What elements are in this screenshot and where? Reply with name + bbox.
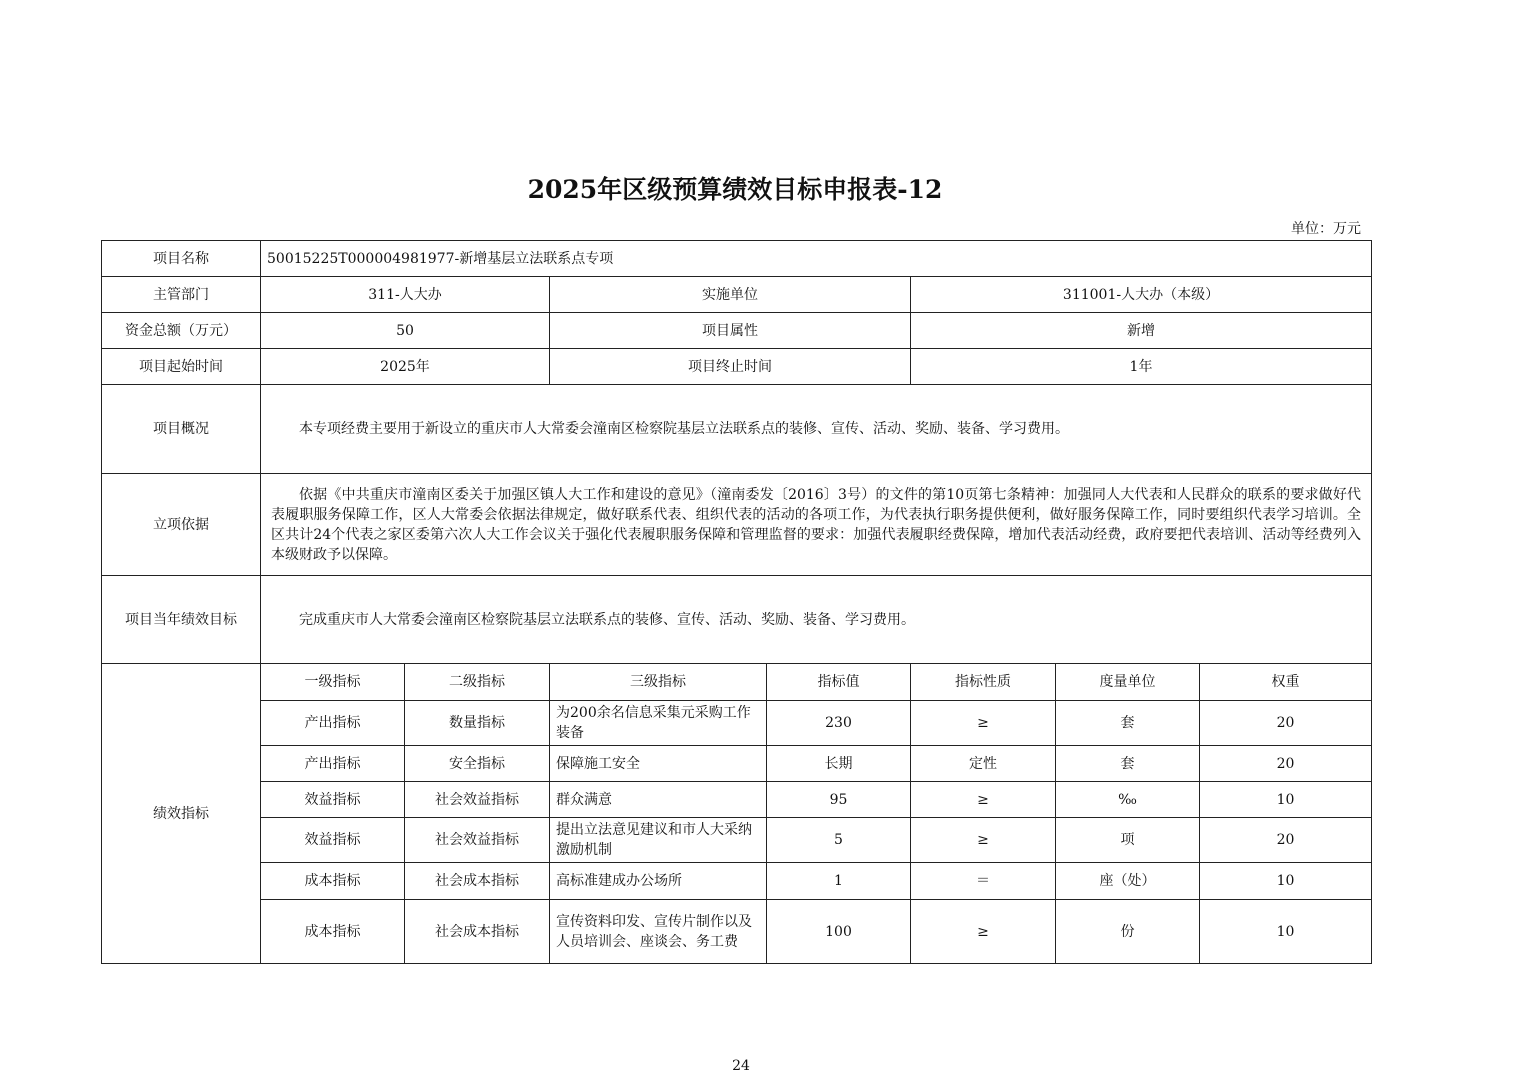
project-name-value: 50015225T000004981977-新增基层立法联系点专项 (261, 241, 1372, 277)
indicator-unit: ‰ (1056, 782, 1200, 818)
indicator-level3: 为200余名信息采集元采购工作装备 (550, 701, 767, 746)
indicator-level3: 保障施工安全 (550, 746, 767, 782)
indicator-nature: ≥ (911, 900, 1056, 964)
annual-goal-value: 完成重庆市人大常委会潼南区检察院基层立法联系点的装修、宣传、活动、奖励、装备、学习费用。 (261, 576, 1372, 664)
project-name-label: 项目名称 (102, 241, 261, 277)
header-level1: 一级指标 (261, 664, 405, 701)
indicator-row (102, 782, 1372, 818)
indicator-level2: 社会成本指标 (405, 863, 550, 900)
page-title: 2025年区级预算绩效目标申报表-12 (527, 175, 943, 204)
indicator-weight: 10 (1200, 900, 1372, 964)
header-weight: 权重 (1200, 664, 1372, 701)
department-label: 主管部门 (102, 277, 261, 313)
project-name-row (102, 241, 1372, 277)
indicator-level3: 宣传资料印发、宣传片制作以及人员培训会、座谈会、务工费 (550, 900, 767, 964)
indicator-level3: 群众满意 (550, 782, 767, 818)
total-funds-value: 50 (261, 313, 550, 349)
indicator-value: 230 (767, 701, 911, 746)
indicator-nature: ≥ (911, 818, 1056, 863)
indicator-weight: 10 (1200, 782, 1372, 818)
basis-row (102, 474, 1372, 576)
start-time-value: 2025年 (261, 349, 550, 385)
end-time-value: 1年 (911, 349, 1372, 385)
indicator-nature: ≥ (911, 782, 1056, 818)
indicator-unit: 项 (1056, 818, 1200, 863)
indicator-value: 5 (767, 818, 911, 863)
page-number: 24 (732, 1058, 750, 1074)
indicator-row (102, 746, 1372, 782)
header-level3: 三级指标 (550, 664, 767, 701)
implementing-unit-label: 实施单位 (550, 277, 911, 313)
indicator-level2: 社会成本指标 (405, 900, 550, 964)
indicator-unit: 座（处） (1056, 863, 1200, 900)
indicator-level1: 成本指标 (261, 900, 405, 964)
basis-label: 立项依据 (102, 474, 261, 576)
indicator-level1: 效益指标 (261, 782, 405, 818)
indicator-weight: 20 (1200, 701, 1372, 746)
indicator-value: 100 (767, 900, 911, 964)
indicator-row (102, 863, 1372, 900)
funds-row (102, 313, 1372, 349)
unit-label: 单位：万元 (1291, 221, 1361, 237)
project-attribute-label: 项目属性 (550, 313, 911, 349)
header-level2: 二级指标 (405, 664, 550, 701)
end-time-label: 项目终止时间 (550, 349, 911, 385)
annual-goal-label: 项目当年绩效目标 (102, 576, 261, 664)
indicator-nature: ＝ (911, 863, 1056, 900)
budget-performance-table (101, 240, 1372, 964)
header-nature: 指标性质 (911, 664, 1056, 701)
project-attribute-value: 新增 (911, 313, 1372, 349)
indicator-level1: 效益指标 (261, 818, 405, 863)
indicator-weight: 10 (1200, 863, 1372, 900)
indicator-unit: 套 (1056, 701, 1200, 746)
implementing-unit-value: 311001-人大办（本级） (911, 277, 1372, 313)
indicator-level1: 成本指标 (261, 863, 405, 900)
overview-row (102, 385, 1372, 474)
header-value: 指标值 (767, 664, 911, 701)
department-row (102, 277, 1372, 313)
indicator-header-row (102, 664, 1372, 701)
indicator-value: 1 (767, 863, 911, 900)
indicator-unit: 份 (1056, 900, 1200, 964)
indicator-row (102, 900, 1372, 964)
overview-value: 本专项经费主要用于新设立的重庆市人大常委会潼南区检察院基层立法联系点的装修、宣传、活动、奖励、装备、学习费用。 (261, 385, 1372, 474)
indicator-value: 95 (767, 782, 911, 818)
department-value: 311-人大办 (261, 277, 550, 313)
total-funds-label: 资金总额（万元） (102, 313, 261, 349)
indicator-weight: 20 (1200, 746, 1372, 782)
indicator-unit: 套 (1056, 746, 1200, 782)
indicator-level2: 社会效益指标 (405, 782, 550, 818)
indicator-weight: 20 (1200, 818, 1372, 863)
time-row (102, 349, 1372, 385)
indicator-level2: 安全指标 (405, 746, 550, 782)
indicator-level1: 产出指标 (261, 701, 405, 746)
indicator-level3: 提出立法意见建议和市人大采纳激励机制 (550, 818, 767, 863)
basis-value: 依据《中共重庆市潼南区委关于加强区镇人大工作和建设的意见》（潼南委发〔2016〕3号）的文件的第10页第七条精神：加强同人大代表和人民群众的联系的要求做好代表履职服务保障工作，区人大常委会依据法律规定，做好联系代表、组织代表的活动的各项工作，为代表执行职务提供便利，做好服务保障工作，同时要组织代表学习培训。全区共计24个代表之家区委第六次人大工作会议关于强化代表履职服务保障和管理监督的要求：加强代表履职经费保障，增加代表活动经费，政府要把代表培训、活动等经费列入本级财政予以保障。 (261, 474, 1372, 576)
indicator-level1: 产出指标 (261, 746, 405, 782)
indicator-row (102, 701, 1372, 746)
indicators-section-label: 绩效指标 (102, 664, 261, 964)
indicator-level2: 社会效益指标 (405, 818, 550, 863)
header-unit: 度量单位 (1056, 664, 1200, 701)
goal-row (102, 576, 1372, 664)
overview-label: 项目概况 (102, 385, 261, 474)
indicator-level2: 数量指标 (405, 701, 550, 746)
indicator-nature: ≥ (911, 701, 1056, 746)
indicator-nature: 定性 (911, 746, 1056, 782)
start-time-label: 项目起始时间 (102, 349, 261, 385)
indicator-row (102, 818, 1372, 863)
indicator-level3: 高标准建成办公场所 (550, 863, 767, 900)
indicator-value: 长期 (767, 746, 911, 782)
